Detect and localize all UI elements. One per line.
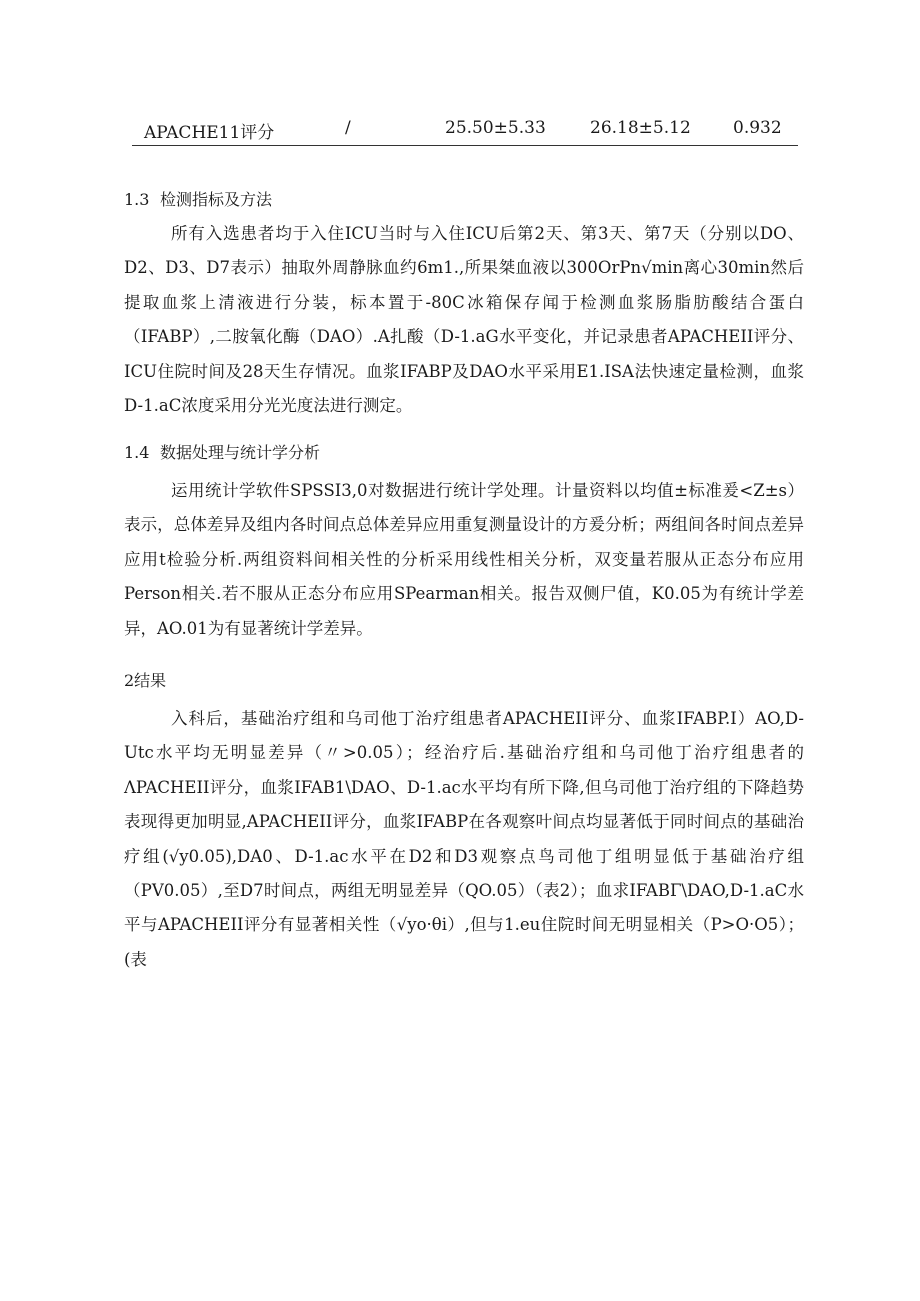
section-number: 1.3: [124, 190, 150, 209]
section-paragraph-2: 入科后，基础治疗组和乌司他丁治疗组患者APACHEII评分、血浆IFABP.I）AO,D-Utc水平均无明显差异（〃>0.05）；经治疗后.基础治疗组和乌司他丁治疗组患者的ΛPACHEII评分，血浆IFAB1\DAO、D-1.ac水平均有所下降,但乌司他丁治疗组的下降趋势表现得更加明显,APACHEII评分，血浆IFABP在各观察叶间点均显著低于同时间点的基础治疗组(√y0.05),DA0、D-1.ac水平在D2和D3观察点鸟司他丁组明显低于基础治疗组（PV0.05）,至D7时间点，两组无明显差异（QO.05）（表2）；血求IFABΓ\DAO,D-1.aC水平与APACHEII评分有显著相关性（√yo·θi）,但与1.eu住院时间无明显相关（P>O·O5）；(表: [124, 709, 804, 969]
section-title: 2结果: [124, 671, 167, 690]
table-cell-label: APACHE11评分: [144, 123, 275, 143]
table-bottom-rule: [132, 145, 798, 146]
section-title: 检测指标及方法: [160, 190, 273, 209]
section-heading-2: [124, 668, 166, 691]
table-cell-col2: 25.50±5.33: [445, 118, 546, 138]
table-cell-col1: /: [345, 118, 351, 138]
section-paragraph-1-3: 所有入选患者均于入住ICU当时与入住ICU后第2天、第3天、第7天（分别以DO、D2、D3、D7表示）抽取外周静脉血约6m1.,所果桀血液以300OrPn√min离心30min然后提取血浆上清液进行分装，标本置于-80C冰箱保存闻于检测血浆肠脂肪酸结合蛋白（IFABP）,二胺氧化酶（DAO）.A扎酸（D-1.aG水平变化，并记录患者APACHEII评分、ICU住院时间及28天生存情况。血浆IFABP及DAO水平采用E1.ISA法快速定量检测，血浆D-1.aC浓度采用分光光度法进行测定。: [124, 224, 804, 416]
section-heading-1-3: [124, 187, 272, 210]
table-row: [132, 114, 798, 144]
table-cell-col4: 0.932: [733, 118, 782, 138]
table-cell-col3: 26.18±5.12: [590, 118, 691, 138]
section-title: 数据处理与统计学分析: [160, 443, 321, 462]
section-number: 1.4: [124, 443, 150, 462]
section-heading-1-4: [124, 440, 320, 463]
section-paragraph-1-4: 运用统计学软件SPSSI3,0对数据进行统计学处理。计量资料以均值±标准爰<Z±s）表示，总体差异及组内各时间点总体差异应用重复测量设计的方爰分析；两组间各时间点差异应用t检验分析.两组资料间相关性的分析采用线性相关分析，双变量若服从正态分布应用Person相关.若不服从正态分布应用SPearman相关。报告双侧尸值，K0.05为有统计学差异，AO.01为有显著统计学差异。: [124, 481, 804, 638]
